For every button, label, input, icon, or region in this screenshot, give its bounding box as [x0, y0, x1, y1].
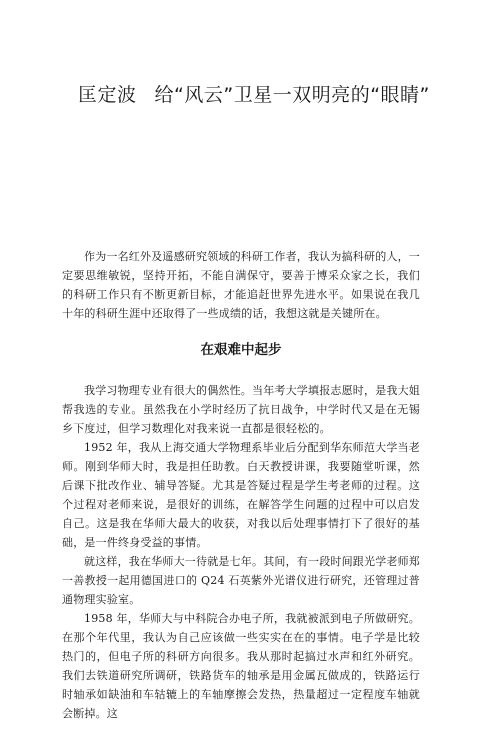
chapter-main-title: 给“风云”卫星一双明亮的“眼睛”	[154, 84, 430, 106]
chapter-title	[78, 83, 458, 107]
section-body	[62, 381, 420, 741]
section-paragraph-3: 就这样，我在华师大一待就是七年。其间，有一段时间跟光学老师郑一善教授一起用德国进口的 Q24 石英紫外光谱仪进行研究，还管理过普通物理实验室。	[62, 555, 420, 606]
intro-paragraph: 作为一名红外及遥感研究领域的科研工作者，我认为搞科研的人，一定要思维敏锐，坚持开拓，不能自满保守，要善于博采众家之长，我们的科研工作只有不断更新目标，才能追赶世界先进水平。如果说在我几十年的科研生涯中还取得了一些成绩的话，我想这就是关键所在。	[62, 250, 420, 320]
section-paragraph-4: 1958 年，华师大与中科院合办电子所，我就被派到电子所做研究。在那个年代里，我认为自己应该做一些实实在在的事情。电子学是比较热门的，但电子所的科研方向很多。我从那时起搞过水声和红外研究。我们去铁道研究所调研，铁路货车的轴承是用金属瓦做成的，铁路运行时轴承如缺油和车轱辘上的车轴摩擦会发热，热量超过一定程度车轴就会断掉。这	[62, 612, 420, 720]
chapter-author-name: 匡定波	[78, 84, 137, 106]
section-paragraph-2: 1952 年，我从上海交通大学物理系毕业后分配到华东师范大学当老师。刚到华师大时，我是担任助教。白天教授讲课，我要随堂听课，然后课下批改作业、辅导答疑。尤其是答疑过程是学生考老师的过程。这个过程对老师来说，是很好的训练，在解答学生问题的过程中可以启发自己。这是我在华师大最大的收获，对我以后处理事情打下了很好的基础，是一件终身受益的事情。	[62, 441, 420, 549]
section-paragraph-1: 我学习物理专业有很大的偶然性。当年考大学填报志愿时，是我大姐帮我选的专业。虽然我在小学时经历了抗日战争，中学时代又是在无锡乡下度过，但学习数理化对我来说一直都是很轻松的。	[62, 384, 420, 435]
section-heading: 在艰难中起步	[200, 342, 282, 358]
